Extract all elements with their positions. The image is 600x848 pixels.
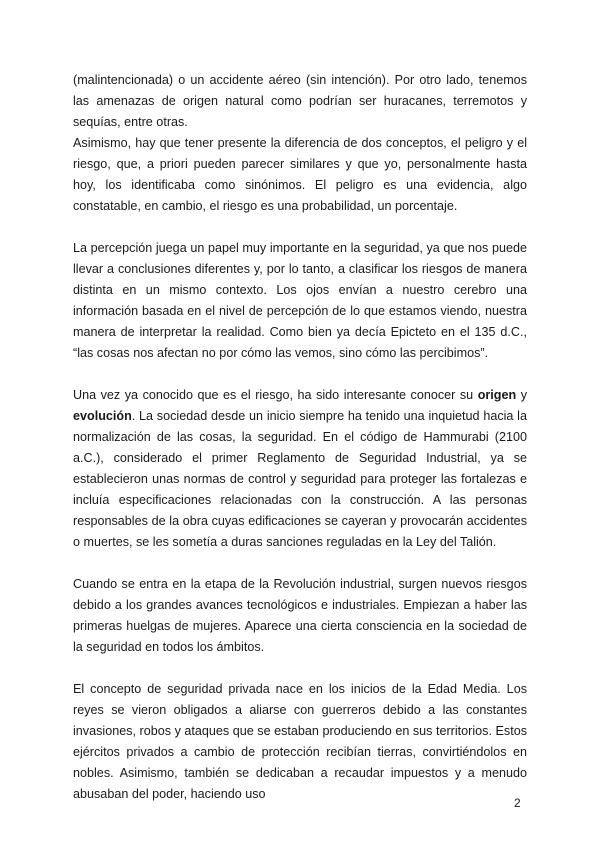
paragraph-industrial-revolution: Cuando se entra en la etapa de la Revolución industrial, surgen nuevos riesgos debido a los grandes avances tecnológicos e industriales. Empiezan a haber las primeras huelgas de mujeres. Aparece una cierta consciencia en la sociedad de la seguridad en todos los ámbitos.: [73, 577, 527, 654]
page-number: 2: [514, 796, 521, 810]
text-run: Una vez ya conocido que es el riesgo, ha sido interesante conocer su: [73, 388, 478, 402]
text-run: . La sociedad desde un inicio siempre ha tenido una inquietud hacia la normalización de las cosas, la seguridad. En el código de Hammurabi (2100 a.C.), considerado el primer Reglamento de Seguridad Industrial, ya se establecieron unas normas de control y seguridad para proteger las fortalezas e incluía especificaciones relacionadas con la construcción. A las personas responsables de la obra cuyas edificaciones se cayeran y provocarán accidentes o muertes, se les sometía a duras sanciones reguladas en la Ley del Talión.: [73, 409, 527, 549]
document-body: [73, 70, 527, 805]
bold-term-origen: origen: [477, 388, 517, 402]
paragraph-private-security: El concepto de seguridad privada nace en los inicios de la Edad Media. Los reyes se vieron obligados a aliarse con guerreros debido a las constantes invasiones, robos y ataques que se estaban produciendo en sus territorios. Estos ejércitos privados a cambio de protección recibían tierras, convirtiéndolos en nobles. Asimismo, también se dedicaban a recaudar impuestos y a menudo abusaban del poder, haciendo uso: [73, 682, 527, 801]
text-run: y: [516, 388, 528, 402]
paragraph-threats-continued: (malintencionada) o un accidente aéreo (sin intención). Por otro lado, tenemos las amenazas de origen natural como podrían ser huracanes, terremotos y sequías, entre otras.: [73, 73, 527, 129]
paragraph-danger-vs-risk: Asimismo, hay que tener presente la diferencia de dos conceptos, el peligro y el riesgo, que, a priori pueden parecer similares y que yo, personalmente hasta hoy, los identificaba como sinónimos. El peligro es una evidencia, algo constatable, en cambio, el riesgo es una probabilidad, un porcentaje.: [73, 136, 527, 213]
paragraph-origin-evolution: [73, 385, 527, 553]
paragraph-perception: La percepción juega un papel muy importante en la seguridad, ya que nos puede llevar a conclusiones diferentes y, por lo tanto, a clasificar los riesgos de manera distinta en un mismo contexto. Los ojos envían a nuestro cerebro una información basada en el nivel de percepción de lo que estamos viendo, nuestra manera de interpretar la realidad. Como bien ya decía Epicteto en el 135 d.C., “las cosas nos afectan no por cómo las vemos, sino cómo las percibimos”.: [73, 241, 527, 360]
bold-term-evolucion: evolución: [73, 409, 132, 423]
